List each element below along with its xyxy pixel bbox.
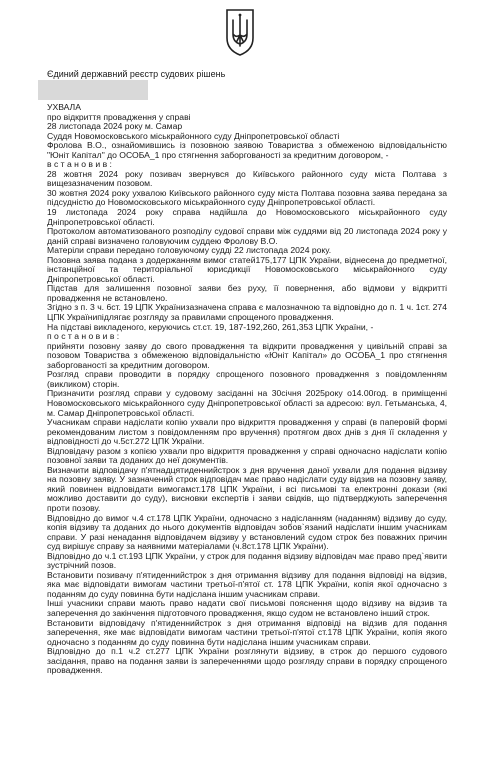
document-paragraph: Суддя Новомосковського міськрайонного суду Дніпропетровської області	[47, 130, 340, 141]
document-paragraph: 19 листопада 2024 року справа надійшла до Новомосковського міськрайонного суду Дніпропетровської області.	[47, 207, 447, 227]
document-paragraph: Матеріли справи передано головуючому судді 22 листопада 2024 року.	[47, 245, 332, 256]
document-paragraph: Визначити відповідачу п'ятнадцятиденнийстрок з дня вручення даної ухвали для подання відзиву на позовну заяву. У зазначений строк відповідач має право надіслати суду відзив на позовну заяву, який повинен відповідати вимогамст.178 ЦПК України, і всі письмові та електронні докази (які можливо доставити до суду), висновки експертів і заяви свідків, що підтверджують заперечення проти позову.	[47, 464, 447, 513]
document-paragraph: Позовна заява подана з додержанням вимог статей175,177 ЦПК України, віднесена до предметної, інстанційної та територіальної юрисдикції Новомосковського міськрайонного суду Дніпропетровської області.	[47, 254, 447, 284]
document-paragraph: Призначити розгляд справи у судовому засіданні на 30січня 2025року о14.00год. в приміщенні Новомосковського міськрайонного суду Дніпропетровської області за адресою: вул. Гетьманська, 4, м. Самар Дніпропетровської області.	[47, 388, 447, 418]
document-paragraph: 28 жовтня 2024 року позивач звернувся до Київського районного суду міста Полтава з вищезазначеним позовом.	[47, 168, 447, 189]
coat-of-arms-icon	[224, 8, 256, 56]
document-paragraph: Учасникам справи надіслати копію ухвали про відкриття провадження у справі (в паперовій формі рекомендованим листом з повідомленням про вручення) протягом двох днів з дня її складення у відповідності до ч.5ст.272 ЦПК України.	[47, 417, 447, 447]
document-paragraph: Розгляд справи проводити в порядку спрощеного позовного провадження з повідомленням (викликом) сторін.	[47, 369, 447, 389]
registry-title: Єдиний державний реєстр судових рішень	[47, 69, 226, 79]
document-paragraph: УХВАЛА	[47, 102, 81, 112]
document-paragraph: Відповідно до п.1 ч.2 ст.277 ЦПК України розглянути відзиву, в строк до першого судового засідання, право на подання заяви із запереченнями щодо розгляду справи в порядку спрощеного провадження.	[47, 646, 447, 676]
document-paragraph: про відкриття провадження у справі	[47, 111, 191, 122]
document-paragraph: На підставі викладеного, керуючись ст.ст. 19, 187-192,260, 261,353 ЦПК України, -	[47, 321, 374, 332]
document-paragraph: 30 жовтня 2024 року ухвалою Київського районного суду міста Полтава позовна заява передана за підсудністю до Новомосковського міськрайонного суду Дніпропетровської області.	[47, 187, 447, 208]
document-paragraph: п о с т а н о в и в :	[47, 331, 120, 342]
document-paragraph: 28 листопада 2024 року м. Самар	[47, 121, 183, 132]
document-paragraph: Фролова В.О., ознайомившись із позовною заявою Товариства з обмеженою відповідальністю "Юніт Капітал" до ОСОБА_1 про стягнення заборгованості за кредитним договором, -	[47, 140, 447, 160]
document-body	[47, 103, 447, 676]
document-paragraph: Відповідно до ч.1 ст.193 ЦПК України, у строк для подання відзиву відповідач має право пред`явити зустрічний позов.	[47, 550, 447, 571]
document-paragraph: в с т а н о в и в :	[47, 159, 112, 170]
document-paragraph: Протоколом автоматизованого розподілу судової справи між суддями від 20 листопада 2024 року у даній справі визначено головуючим суддею Фролову В.О.	[47, 226, 447, 246]
document-paragraph: Інші учасники справи мають право надати свої письмові пояснення щодо відзиву на відзив та заперечення до закінчення підготовчого провадження, якщо судом не встановлено інший строк.	[47, 598, 447, 618]
document-paragraph: прийняти позовну заяву до свого провадження та відкрити провадження у цивільній справі за позовом Товариства з обмеженою відповідальністю «Юніт Капітал» до ОСОБА_1 про стягнення заборгованості за кредитним договором.	[47, 340, 447, 370]
redacted-block	[38, 80, 148, 100]
document-paragraph: Встановити позивачу п'ятиденнийстрок з дня отримання відзиву для подання відповіді на відзив, яка має відповідати вимогам частини третьої-п'ятої ст. 178 ЦПК України, копія якої одночасно з поданням до суду повинна бути надіслана іншим учасникам справи.	[47, 569, 447, 599]
document-paragraph: Відповідачу разом з копією ухвали про відкриття провадження у справі одночасно надіслати копію позовної заяви та доданих до неї документів.	[47, 445, 447, 466]
document-paragraph: Відповідно до вимог ч.4 ст.178 ЦПК України, одночасно з надісланням (наданням) відзиву до суду, копія відзиву та доданих до нього документів відповідач зобов`язаний надіслати іншим учасникам справи. У разі ненадання відповідачем відзиву у встановлений судом строк без поважних причин суд вирішує справу за наявними матеріалами (ч.8ст.178 ЦПК України).	[47, 512, 447, 552]
document-paragraph: Підстав для залишення позовної заяви без руху, її повернення, або відмови у відкритті провадження не встановлено.	[47, 283, 447, 303]
document-paragraph: Згідно з п. 3 ч. 6ст. 19 ЦПК Українизазначена справа є малозначною та відповідно до п. 1 ч. 1ст. 274 ЦПК Українипідлягає розгляду за правилами спрощеного провадження.	[47, 302, 447, 323]
document-paragraph: Встановити відповідачу п'ятиденнийстрок з дня отримання відповіді на відзив для подання заперечення, яке має відповідати вимогам частини третьої-п'ятої ст.178 ЦПК України, копія якого одночасно з поданням до суду повинна бути надіслана іншим учасникам справи.	[47, 617, 447, 647]
